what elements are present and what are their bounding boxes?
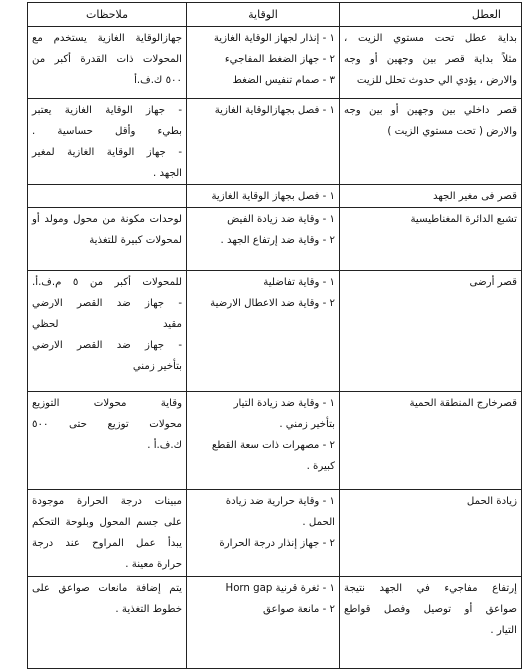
table-row: [28, 392, 522, 490]
protection-line: ٢ - وقاية ضد إرتفاع الجهد .: [220, 235, 335, 246]
notes-line: على جسم المحول وبلوحة التحكم: [32, 517, 182, 528]
fault-line: صواعق أو توصيل وفصل قواطع: [344, 604, 517, 615]
protection-line: ١ - وقاية ضد زيادة التيار: [233, 398, 335, 409]
cell-protection: [187, 392, 340, 490]
cell-protection: [187, 27, 340, 99]
fault-line: قصر فى مغير الجهد: [432, 191, 517, 202]
notes-line: مبينات درجة الحرارة موجودة: [32, 496, 182, 507]
protection-line: ٢ - جهاز إنذار درجة الحرارة: [219, 538, 335, 549]
cell-fault: [340, 392, 522, 490]
fault-line: زيادة الحمل: [466, 496, 517, 507]
cell-notes: [28, 392, 187, 490]
cell-notes: [28, 99, 187, 185]
protection-line: ٢ - جهاز الضغط المفاجيء: [224, 54, 335, 65]
protection-line: ٢ - مصهرات ذات سعة القطع: [211, 440, 335, 451]
notes-line: - جهاز ضد القصر الارضي: [32, 298, 182, 309]
cell-fault: [340, 490, 522, 577]
fault-line: والارض ، يؤدي الي حدوث تحلل للزيت: [356, 75, 517, 86]
fault-line: التيار .: [490, 625, 517, 636]
notes-line: المحولات ذات القدرة أكبر من: [32, 54, 182, 65]
notes-line: ك.ف.أ .: [147, 440, 182, 451]
table-row: [28, 577, 522, 669]
header-notes: ملاحظات: [28, 3, 187, 27]
protection-line: ١ - وقاية حرارية ضد زيادة: [225, 496, 335, 507]
protection-table: [27, 2, 522, 669]
header-fault: العطل: [340, 3, 522, 27]
fault-line: مثلاً بداية قصر بين وجهين أو وجه: [344, 54, 517, 65]
notes-line: مقيد لحظي: [32, 319, 182, 330]
fault-line: والارض ( تحت مستوي الزيت ): [387, 126, 517, 137]
protection-line: ١ - وقاية تفاضلية: [263, 277, 335, 288]
cell-fault: [340, 99, 522, 185]
protection-line: ١ - ثغرة قرنية Horn gap: [225, 583, 335, 594]
cell-notes: [28, 185, 187, 208]
table-row: [28, 271, 522, 392]
notes-line: وقاية محولات التوزيع: [32, 398, 182, 409]
notes-line: يتم إضافة مانعات صواعق على: [32, 583, 182, 594]
cell-fault: [340, 27, 522, 99]
protection-line: ١ - فصل بجهازالوقاية الغازية: [214, 105, 335, 116]
notes-line: الجهد .: [152, 168, 182, 179]
protection-line: الحمل .: [302, 517, 335, 528]
notes-line: بطيء وأقل حساسية .: [32, 126, 182, 137]
fault-line: تشبع الدائرة المغناطيسية: [410, 214, 517, 225]
table-row: [28, 99, 522, 185]
notes-line: حرارة معينة .: [125, 559, 182, 570]
protection-line: ١ - فصل بجهاز الوقاية الغازية: [211, 191, 335, 202]
cell-notes: [28, 271, 187, 392]
cell-protection: [187, 490, 340, 577]
cell-protection: [187, 577, 340, 669]
cell-protection: [187, 99, 340, 185]
header-protection: الوقاية: [187, 3, 340, 27]
notes-line: يبدأ عمل المراوح عند درجة: [32, 538, 182, 549]
protection-line: بتأخير زمني .: [279, 419, 335, 430]
cell-fault: [340, 185, 522, 208]
cell-notes: [28, 27, 187, 99]
fault-line: قصرخارج المنطقة الحمية: [409, 398, 517, 409]
protection-line: ١ - وقاية ضد زيادة الفيض: [227, 214, 335, 225]
cell-protection: [187, 271, 340, 392]
table-row: [28, 490, 522, 577]
cell-fault: [340, 271, 522, 392]
notes-line: للمحولات أكبر من ٥ م.ف.أ.: [32, 277, 182, 288]
cell-fault: [340, 208, 522, 271]
protection-line: كبيرة .: [306, 461, 335, 472]
cell-notes: [28, 490, 187, 577]
cell-protection: [187, 208, 340, 271]
notes-line: - جهاز الوقاية الغازية يعتبر: [32, 105, 182, 116]
notes-line: جهازالوقاية الغازية يستخدم مع: [32, 33, 182, 44]
cell-notes: [28, 208, 187, 271]
table-row: [28, 185, 522, 208]
cell-protection: [187, 185, 340, 208]
fault-line: إرتفاع مفاجيء في الجهد نتيجة: [344, 583, 517, 594]
protection-line: ٢ - وقاية ضد الاعطال الارضية: [210, 298, 335, 309]
notes-line: خطوط التغذية .: [115, 604, 182, 615]
notes-line: لوحدات مكونة من محول ومولد أو: [32, 214, 182, 225]
table-row: [28, 27, 522, 99]
notes-line: بتأخير زمني: [132, 361, 182, 372]
protection-line: ٣ - صمام تنفيس الضغط: [232, 75, 335, 86]
table-header-row: [28, 3, 522, 27]
cell-notes: [28, 577, 187, 669]
fault-line: بداية عطل تحت مستوي الزيت ،: [344, 33, 517, 44]
notes-line: - جهاز الوقاية الغازية لمغير: [32, 147, 182, 158]
notes-line: ٥٠٠ ك.ف.أ: [134, 75, 182, 86]
cell-fault: [340, 577, 522, 669]
table-row: [28, 208, 522, 271]
fault-line: قصر داخلي بين وجهين أو بين وجه: [344, 105, 517, 116]
fault-line: قصر أرضى: [469, 277, 517, 288]
notes-line: محولات توزيع حتى ٥٠٠: [32, 419, 182, 430]
notes-line: - جهاز ضد القصر الارضي: [32, 340, 182, 351]
notes-line: لمحولات كبيرة للتغذية: [89, 235, 182, 246]
protection-line: ١ - إنذار لجهاز الوقاية الغازية: [213, 33, 335, 44]
protection-line: ٢ - مانعة صواعق: [263, 604, 335, 615]
